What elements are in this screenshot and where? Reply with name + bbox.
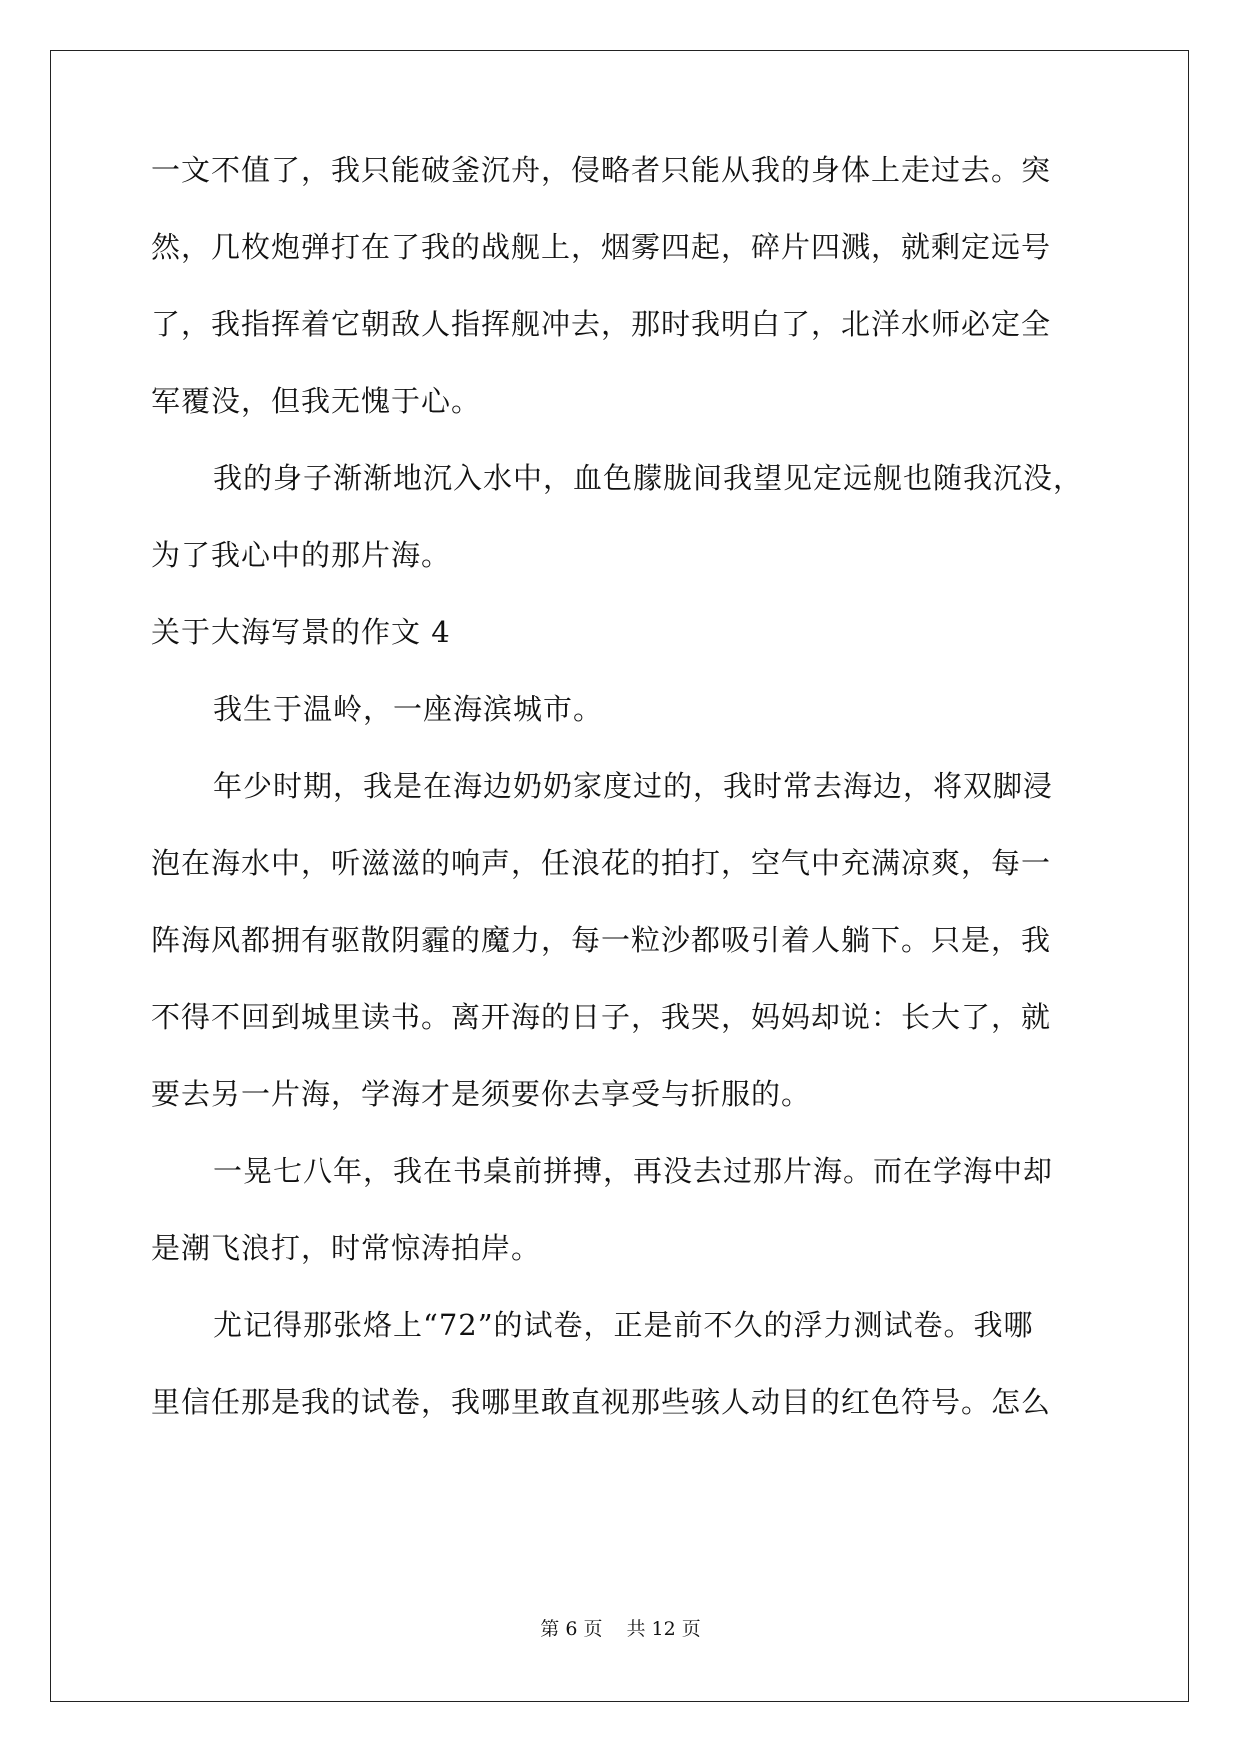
paragraph-first-line: 一晃七八年，我在书桌前拼搏，再没去过那片海。而在学海中却 [213, 1154, 1054, 1188]
text-line: 是潮飞浪打，时常惊涛拍岸。 [151, 1231, 542, 1265]
text-line: 要去另一片海，学海才是须要你去享受与折服的。 [151, 1077, 812, 1111]
paragraph-first-line: 年少时期，我是在海边奶奶家度过的，我时常去海边，将双脚浸 [213, 769, 1054, 803]
page-total: 共 12 页 [626, 1618, 701, 1640]
text-line: 不得不回到城里读书。离开海的日子，我哭，妈妈却说：长大了，就 [151, 1000, 1052, 1034]
page-footer [0, 1617, 1241, 1641]
paragraph-first-line: 我生于温岭，一座海滨城市。 [213, 692, 604, 726]
text-line: 为了我心中的那片海。 [151, 538, 452, 572]
section-heading: 关于大海写景的作文 4 [151, 615, 451, 649]
text-line: 然，几枚炮弹打在了我的战舰上，烟雾四起，碎片四溅，就剩定远号 [151, 230, 1052, 264]
paragraph-first-line: 我的身子渐渐地沉入水中，血色朦胧间我望见定远舰也随我沉没， [213, 461, 1084, 495]
text-line: 里信任那是我的试卷，我哪里敢直视那些骇人动目的红色符号。怎么 [151, 1385, 1052, 1419]
page-number: 第 6 页 [540, 1618, 603, 1640]
text-line: 泡在海水中，听滋滋的响声，任浪花的拍打，空气中充满凉爽，每一 [151, 846, 1052, 880]
paragraph-first-line: 尤记得那张烙上“72”的试卷，正是前不久的浮力测试卷。我哪 [213, 1308, 1034, 1342]
text-line: 军覆没，但我无愧于心。 [151, 384, 482, 418]
text-line: 了，我指挥着它朝敌人指挥舰冲去，那时我明白了，北洋水师必定全 [151, 307, 1052, 341]
text-line: 阵海风都拥有驱散阴霾的魔力，每一粒沙都吸引着人躺下。只是，我 [151, 923, 1052, 957]
text-line: 一文不值了，我只能破釜沉舟，侵略者只能从我的身体上走过去。突 [151, 153, 1052, 187]
